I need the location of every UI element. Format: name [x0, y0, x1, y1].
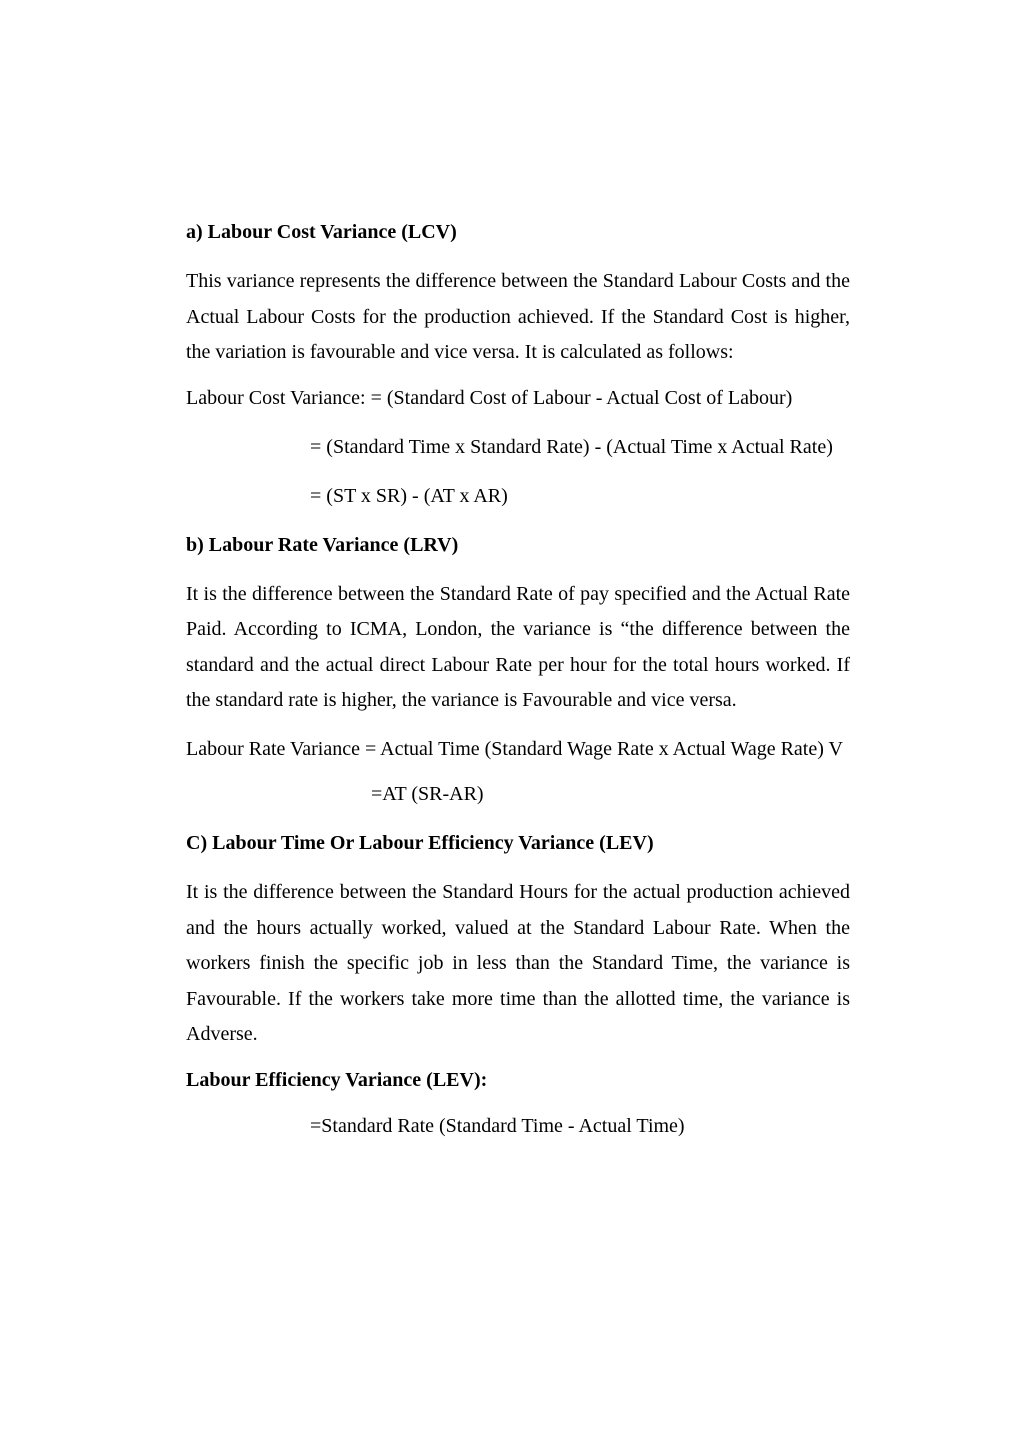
- section-a-formula-1: Labour Cost Variance: = (Standard Cost of Labour - Actual Cost of Labour): [186, 386, 793, 409]
- section-a-paragraph: This variance represents the difference between the Standard Labour Costs and the Actual Labour Costs for the production achieved. If the Standard Cost is higher, the variation is favourable and vice versa. It is calculated as follows:: [186, 270, 850, 363]
- section-c-subheading: Labour Efficiency Variance (LEV):: [186, 1068, 488, 1091]
- section-a-heading: a) Labour Cost Variance (LCV): [186, 221, 457, 243]
- section-a-formula-3: = (ST x SR) - (AT x AR): [310, 484, 508, 507]
- section-b-heading: b) Labour Rate Variance (LRV): [186, 533, 459, 556]
- section-a-formula-2: = (Standard Time x Standard Rate) - (Actual Time x Actual Rate): [310, 435, 833, 458]
- section-c-heading: C) Labour Time Or Labour Efficiency Variance (LEV): [186, 832, 654, 854]
- section-b-formula-2: =AT (SR-AR): [371, 783, 484, 805]
- section-b-formula-1: Labour Rate Variance = Actual Time (Standard Wage Rate x Actual Wage Rate) V: [186, 737, 843, 760]
- section-c-paragraph: It is the difference between the Standard Hours for the actual production achieved and the hours actually worked, valued at the Standard Labour Rate. When the workers finish the specific job in less than the Standard Time, the variance is Favourable. If the workers take more time than the allotted time, the variance is Adverse.: [186, 881, 850, 1045]
- section-b-paragraph: It is the difference between the Standard Rate of pay specified and the Actual Rate Paid. According to ICMA, London, the variance is “the difference between the standard and the actual direct Labour Rate per hour for the total hours worked. If the standard rate is higher, the variance is Favourable and vice versa.: [186, 582, 850, 711]
- section-c-formula-1: =Standard Rate (Standard Time - Actual Time): [310, 1114, 685, 1137]
- page-content: [186, 218, 850, 1161]
